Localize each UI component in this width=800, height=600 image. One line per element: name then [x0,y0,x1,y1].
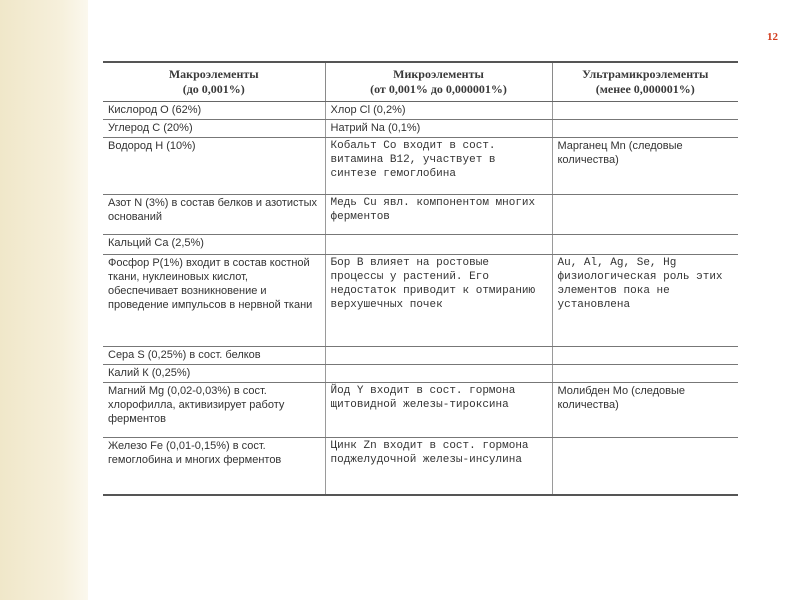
chemical-elements-table [103,61,738,496]
table-row [103,383,738,438]
table-cell-macro: Углерод С (20%) [103,120,325,138]
table-row [103,347,738,365]
table-cell-ultra [552,120,738,138]
table-row [103,365,738,383]
table-row [103,138,738,195]
table-cell-micro [325,235,552,255]
header-subtitle: (до 0,001%) [182,82,245,96]
table-row [103,438,738,495]
table-cell-micro: Медь Cu явл. компонентом многих ферментов [325,195,552,235]
table-cell-macro: Кислород О (62%) [103,102,325,120]
table-cell-micro: Натрий Na (0,1%) [325,120,552,138]
header-title: Ультрамикроэлементы [582,67,709,81]
table-cell-macro: Фосфор Р(1%) входит в состав костной ткани, нуклеиновых кислот, обеспечивает возникновение и проведение импульсов в нервной ткани [103,255,325,347]
table-cell-ultra [552,365,738,383]
header-microelements [325,62,552,102]
table-cell-ultra: Au, Al, Ag, Se, Hg физиологическая роль этих элементов пока не установлена [552,255,738,347]
table-cell-ultra: Молибден Мо (следовые количества) [552,383,738,438]
table-cell-macro: Сера S (0,25%) в сост. белков [103,347,325,365]
header-title: Микроэлементы [393,67,484,81]
page-number: 12 [767,31,778,43]
table-header-row [103,62,738,102]
header-ultramicroelements [552,62,738,102]
table-cell-micro: Цинк Zn входит в сост. гормона поджелудочной железы-инсулина [325,438,552,495]
table-cell-macro: Кальций Са (2,5%) [103,235,325,255]
table-cell-micro: Хлор Cl (0,2%) [325,102,552,120]
table-cell-micro: Кобальт Со входит в сост. витамина В12, участвует в синтезе гемоглобина [325,138,552,195]
header-title: Макроэлементы [168,67,259,81]
header-macroelements [103,62,325,102]
table-row [103,235,738,255]
table-cell-micro: Йод Y входит в сост. гормона щитовидной железы-тироксина [325,383,552,438]
table-cell-macro: Азот N (3%) в состав белков и азотистых оснований [103,195,325,235]
table-cell-micro [325,365,552,383]
table-row [103,102,738,120]
table-cell-ultra [552,347,738,365]
header-subtitle: (от 0,001% до 0,000001%) [370,82,507,96]
table-row [103,195,738,235]
table-row [103,120,738,138]
decorative-left-bar [0,0,88,600]
table-cell-macro: Калий К (0,25%) [103,365,325,383]
table-cell-macro: Водород Н (10%) [103,138,325,195]
table-cell-ultra [552,102,738,120]
table-cell-ultra [552,438,738,495]
table-row [103,255,738,347]
table-cell-ultra: Марганец Mn (следовые количества) [552,138,738,195]
table-cell-micro [325,347,552,365]
table-cell-macro: Магний Mg (0,02-0,03%) в сост. хлорофилла, активизирует работу ферментов [103,383,325,438]
table-cell-macro: Железо Fe (0,01-0,15%) в сост. гемоглобина и многих ферментов [103,438,325,495]
table-cell-ultra [552,235,738,255]
table-cell-micro: Бор В влияет на ростовые процессы у растений. Его недостаток приводит к отмиранию верхушечных почек [325,255,552,347]
header-subtitle: (менее 0,000001%) [595,82,695,96]
table-cell-ultra [552,195,738,235]
